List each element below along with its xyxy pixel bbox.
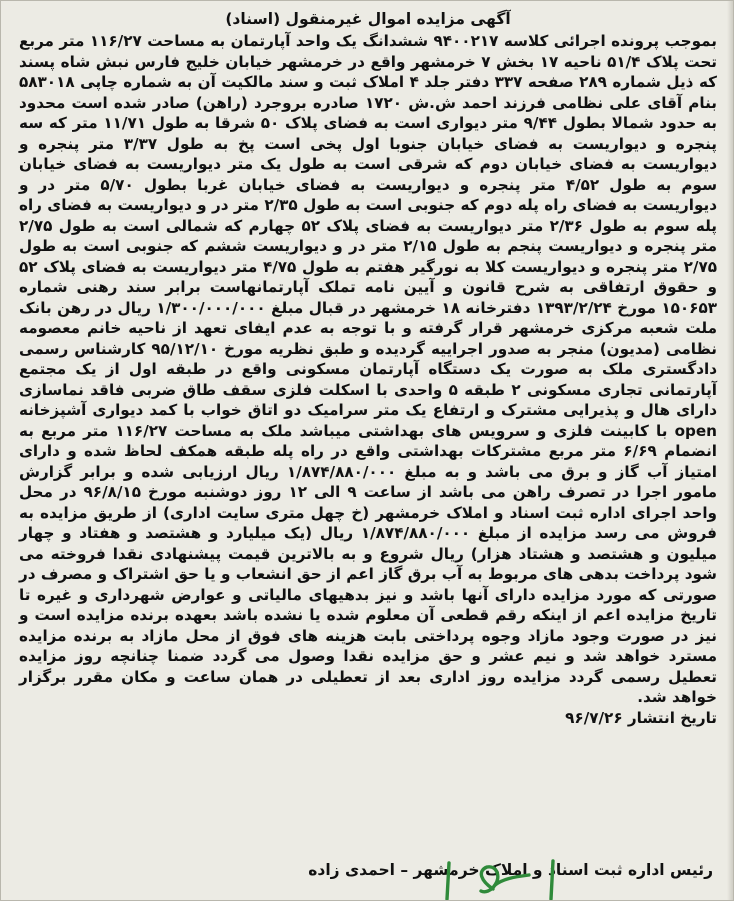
publish-date: تاریخ انتشار ۹۶/۷/۲۶ xyxy=(565,708,717,727)
signature-line: رئیس اداره ثبت اسناد و املاک خرمشهر – احمدی زاده xyxy=(308,861,713,879)
handwritten-number-mark xyxy=(433,859,583,901)
auction-notice xyxy=(11,7,725,857)
notice-title: آگهی مزایده اموال غیرمنقول (اسناد) xyxy=(225,10,511,28)
scan-edge-shadow xyxy=(727,1,733,901)
notice-body: بموجب پرونده اجرائی کلاسه ۹۴۰۰۲۱۷ ششدانگ یک واحد آپارتمان به مساحت ۱۱۶/۲۷ متر مربع تحت پلاک ۵۱/۴ ناحیه ۱۷ بخش ۷ خرمشهر واقع در خرمشهر خیابان خلیج فارس نبش شاه پسند که ذیل شماره ۲۸۹ صفحه ۳۳۷ دفتر جلد ۴ املاک ثبت و سند مالکیت آن به شماره چاپی ۵۸۳۰۱۸ بنام آقای علی نظامی فرزند احمد ش.ش ۱۷۲۰ صادره بروجرد (راهن) صادر شده است محدود به حدود شمالا بطول ۹/۴۴ متر دیواری است به فضای پلاک ۵۰ شرقا به طول ۱۱/۷۱ متر که سه پنجره و دیواریست به فضای خیابان جنوبا اول پخی است پخ به طول ۳/۳۷ متر پنجره و دیواریست به فضای خیابان دوم که شرقی است به طول یک متر دیواریست به فضای خیابان سوم به طول ۴/۵۲ متر پنجره و دیواریست به فضای خیابان غربا بطول ۵/۷۰ متر در و دیواریست به فضای راه پله دوم که جنوبی است به طول ۲/۳۵ متر در و دیواریست به فضای راه پله سوم به طول ۲/۳۶ متر دیواریست به فضای پلاک ۵۲ چهارم که شمالی است به طول ۲/۷۵ متر پنجره و دیواریست پنجم به طول ۲/۱۵ متر در و دیواریست ششم که جنوبی است به طول ۲/۷۵ متر پنجره و دیواریست کلا به نورگیر هفتم به طول ۴/۷۵ متر دیواریست به فضای پلاک ۵۲ و حقوق ارتفاقی به شرح قانون و آیین نامه تملک آپارتمانهاست برابر سند رهنی شماره ۱۵۰۶۵۳ مورخ ۱۳۹۳/۲/۲۴ دفترخانه ۱۸ خرمشهر در قبال مبلغ ۱/۳۰۰/۰۰۰/۰۰۰ ریال در رهن بانک ملت شعبه مرکزی خرمشهر قرار گرفته و با توجه به عدم ایفای تعهد از ناحیه خانم معصومه نظامی (مدیون) منجر به صدور اجراییه گردیده و طبق نظریه مورخ ۹۵/۱۲/۱۰ کارشناس رسمی دادگستری ملک به صورت یک دستگاه آپارتمان مسکونی واقع در طبقه اول از یک مجتمع آپارتمانی تجاری مسکونی ۲ طبقه ۵ واحدی با اسکلت فلزی سقف طاق ضربی فاقد نماسازی دارای هال و پذیرایی مشترک و ارتفاع یک متر سرامیک دو اتاق خواب با کمد دیواری آشپزخانه open با کابینت فلزی و سرویس های بهداشتی میباشد ملک به مساحت ۱۱۶/۲۷ متر مربع به انضمام ۶/۶۹ متر مربع مشترکات بهداشتی واقع در راه پله طبقه همکف لحاظ شده و دارای امتیاز آب گاز و برق می باشد و به مبلغ ۱/۸۷۴/۸۸۰/۰۰۰ ریال ارزیابی شده و برابر گزارش مامور اجرا در تصرف راهن می باشد از ساعت ۹ الی ۱۲ روز دوشنبه مورخ ۹۶/۸/۱۵ در محل واحد اجرای اداره ثبت اسناد و املاک خرمشهر (خ چهل متری سایت اداری) از طریق مزایده به فروش می رسد مزایده از مبلغ ۱/۸۷۴/۸۸۰/۰۰۰ ریال (یک میلیارد و هشتصد و هفتاد و چهار میلیون و هشتصد و هشتاد هزار) ریال شروع و به بالاترین قیمت پیشنهادی نقدا فروخته می شود پرداخت بدهی های مربوط به آب برق گاز اعم از حق انشعاب و یا حق اشتراک و مصرف در صورتی که مورد مزایده دارای آنها باشد و نیز بدهیهای مالیاتی و عوارض شهرداری و غیره تا تاریخ مزایده اعم از اینکه رقم قطعی آن معلوم شده یا نشده باشد بعهده برنده مزایده است و نیز در صورت وجود مازاد وجوه پرداختی بابت هزینه های فوق از محل مازاد به برنده مزایده مسترد خواهد شد و نیم عشر و حق مزایده نقدا وصول می گردد ضمنا چنانچه روز مزایده تعطیل رسمی گردد مزایده روز اداری بعد از تعطیلی در همان ساعت و مکان مقرر برگزار خواهد شد. xyxy=(19,32,718,706)
